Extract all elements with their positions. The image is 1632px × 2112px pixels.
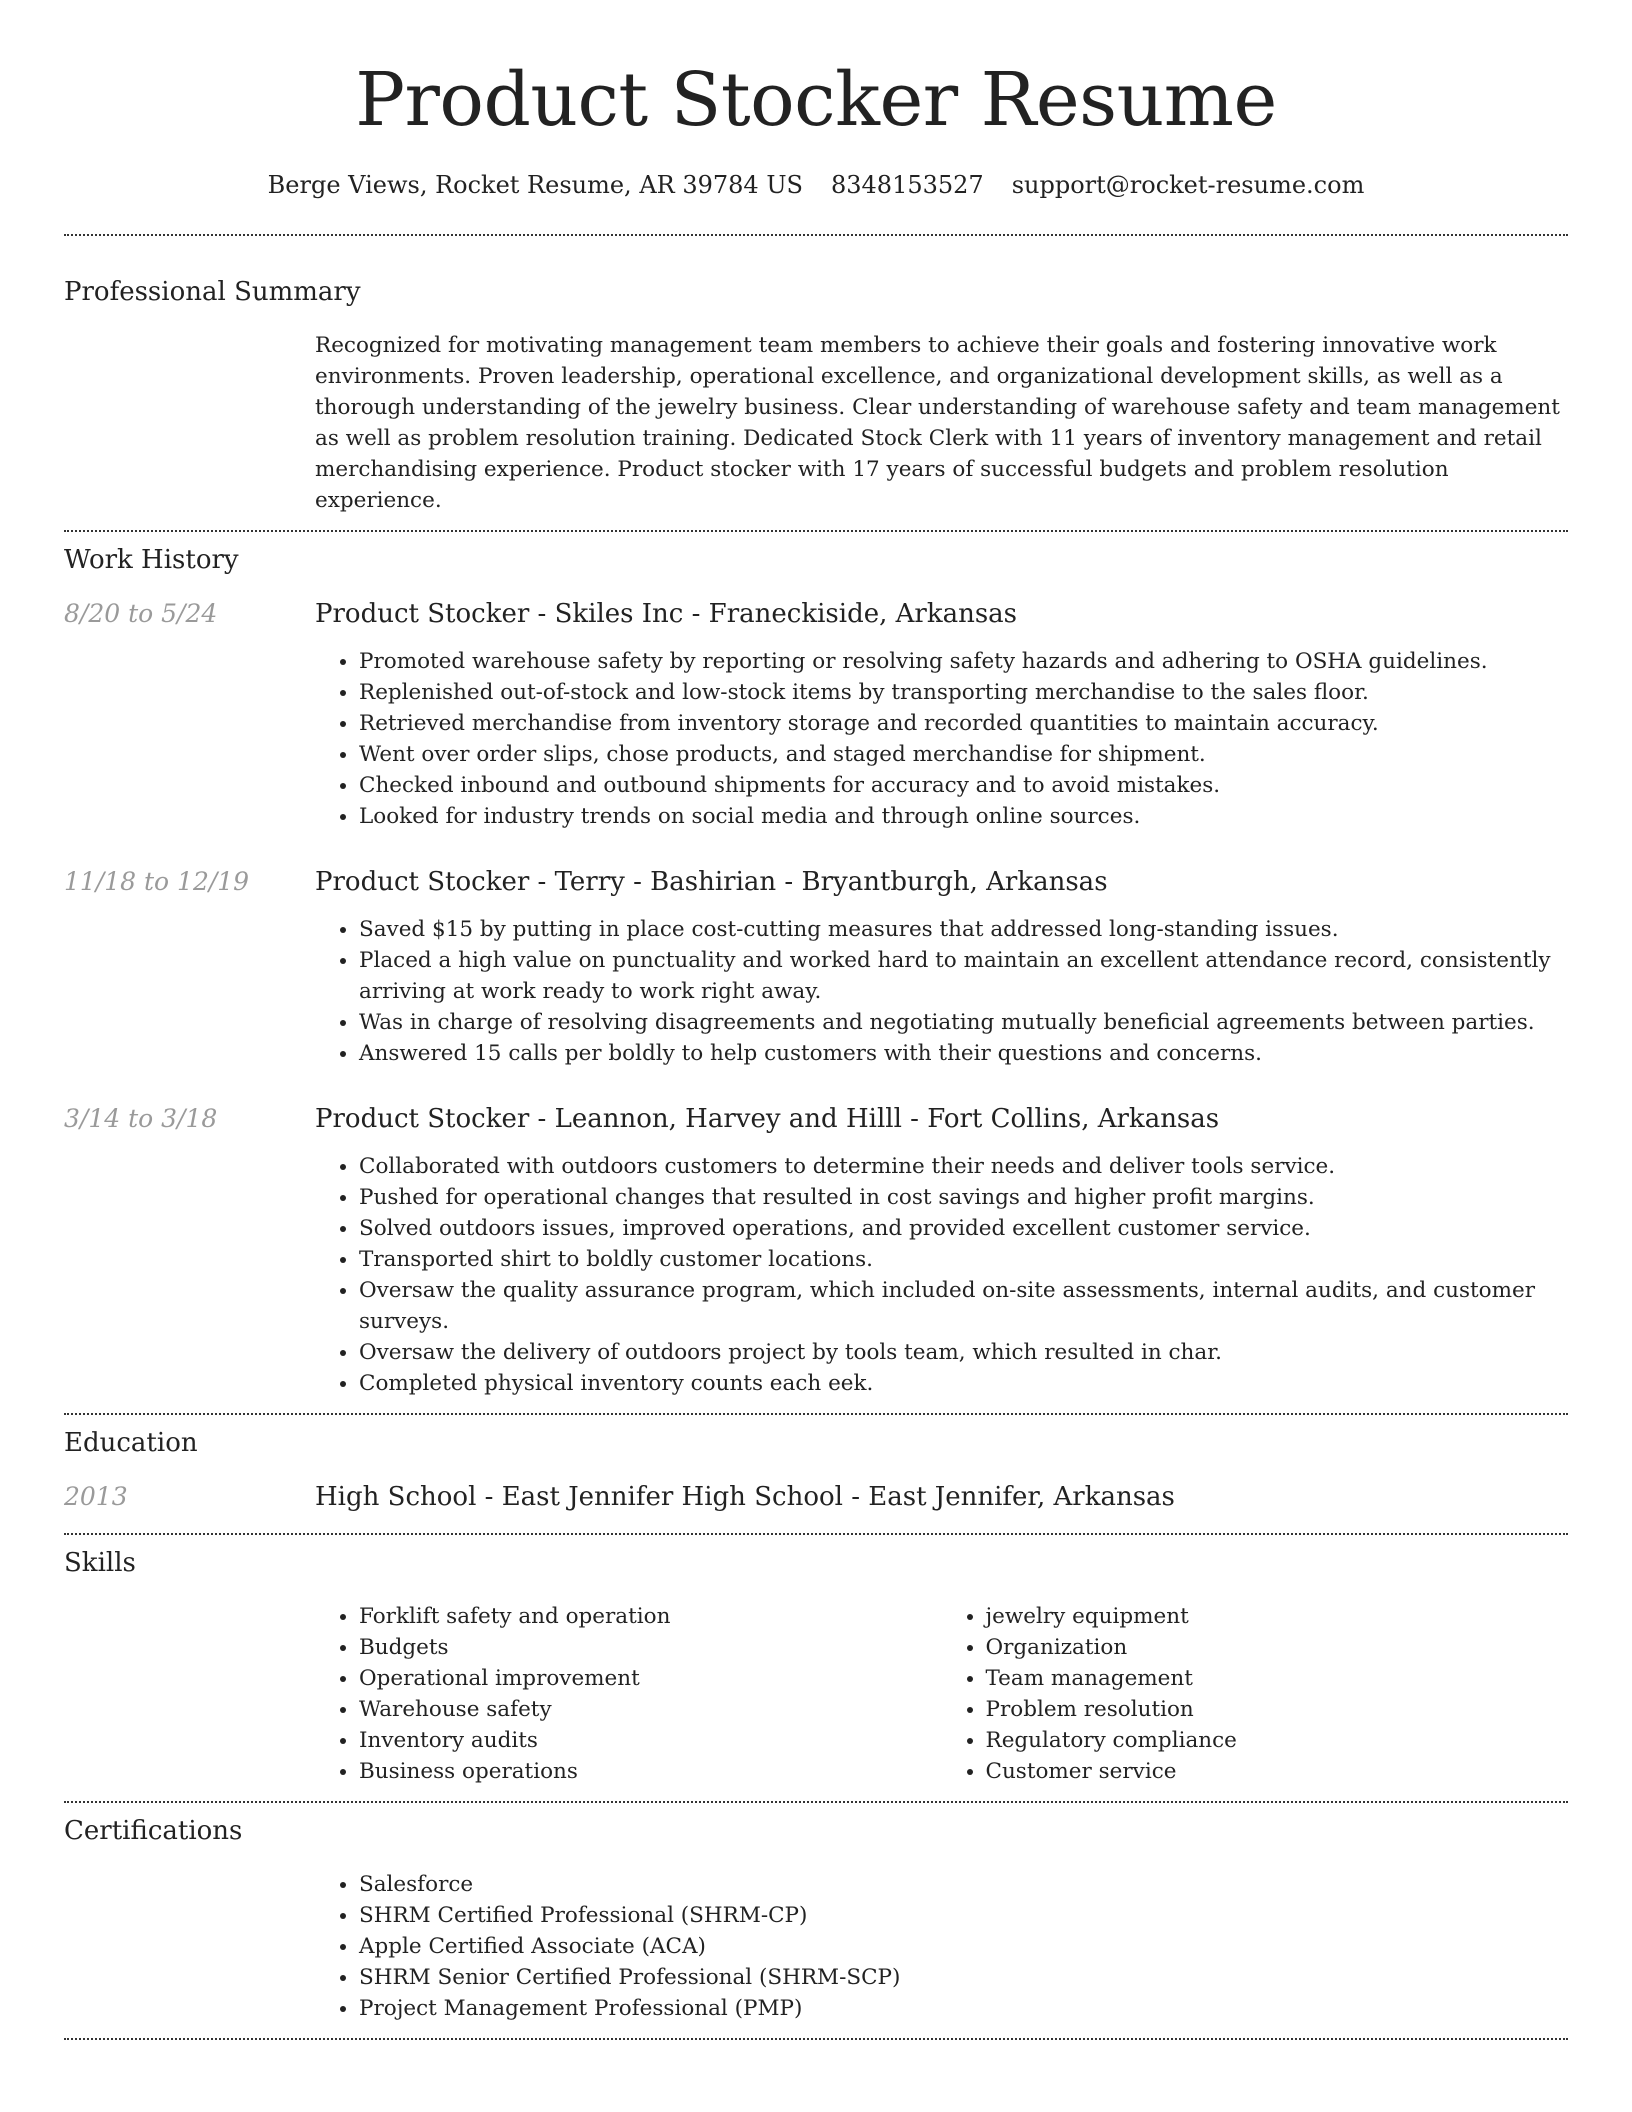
job-bullet: • Answered 15 calls per boldly to help customers with their questions and concerns. [359, 1038, 1568, 1069]
certification-item: • Project Management Professional (PMP) [359, 1993, 1568, 2024]
certification-item: • SHRM Senior Certified Professional (SHRM-SCP) [359, 1962, 1568, 1993]
skills-grid [315, 1601, 1568, 1787]
job-bullet: • Collaborated with outdoors customers to determine their needs and deliver tools service. [359, 1151, 1568, 1182]
job-bullet: • Went over order slips, chose products, and staged merchandise for shipment. [359, 739, 1568, 770]
job-bullet: • Oversaw the delivery of outdoors project by tools team, which resulted in char. [359, 1337, 1568, 1368]
certifications-list [315, 1869, 1568, 2024]
job-entry [64, 1103, 1568, 1399]
job-bullet: • Saved $15 by putting in place cost-cutting measures that addressed long-standing issues. [359, 914, 1568, 945]
job-bullet: • Looked for industry trends on social media and through online sources. [359, 801, 1568, 832]
skill-item: • Budgets [359, 1632, 942, 1663]
job-bullets [315, 914, 1568, 1069]
job-bullet: • Was in charge of resolving disagreements and negotiating mutually beneficial agreements between parties. [359, 1007, 1568, 1038]
skill-item: • Team management [986, 1663, 1569, 1694]
job-title: Product Stocker - Skiles Inc - Franeckiside, Arkansas [315, 599, 1018, 629]
contact-email: support@rocket-resume.com [1011, 171, 1365, 199]
job-title: Product Stocker - Terry - Bashirian - Bryantburgh, Arkansas [315, 867, 1108, 897]
section-heading-summary: Professional Summary [64, 277, 361, 307]
skill-item: • Customer service [986, 1756, 1569, 1787]
job-dates: 3/14 to 3/18 [64, 1104, 218, 1133]
job-bullet: • Promoted warehouse safety by reporting or resolving safety hazards and adhering to OSHA guidelines. [359, 646, 1568, 677]
job-entry [64, 598, 1568, 832]
job-title: Product Stocker - Leannon, Harvey and Hilll - Fort Collins, Arkansas [315, 1104, 1220, 1134]
section-heading-education: Education [64, 1428, 198, 1458]
resume-page [64, 0, 1568, 2040]
skill-item: • jewelry equipment [986, 1601, 1569, 1632]
skill-item: • Business operations [359, 1756, 942, 1787]
divider [64, 1413, 1568, 1415]
job-dates: 8/20 to 5/24 [64, 599, 218, 628]
job-bullet: • Completed physical inventory counts each eek. [359, 1368, 1568, 1399]
section-heading-skills: Skills [64, 1548, 136, 1578]
contact-address: Berge Views, Rocket Resume, AR 39784 US [267, 171, 803, 199]
divider [64, 2038, 1568, 2040]
certification-item: • SHRM Certified Professional (SHRM-CP) [359, 1900, 1568, 1931]
divider [64, 234, 1568, 236]
job-bullet: • Transported shirt to boldly customer locations. [359, 1244, 1568, 1275]
skill-item: • Regulatory compliance [986, 1725, 1569, 1756]
skill-item: • Warehouse safety [359, 1694, 942, 1725]
job-bullet: • Solved outdoors issues, improved operations, and provided excellent customer service. [359, 1213, 1568, 1244]
job-bullets [315, 646, 1568, 832]
job-bullet: • Oversaw the quality assurance program, which included on-site assessments, internal audits, and customer surveys. [359, 1275, 1568, 1337]
contact-line [64, 170, 1568, 200]
skill-item: • Operational improvement [359, 1663, 942, 1694]
education-title: High School - East Jennifer High School - East Jennifer, Arkansas [315, 1482, 1175, 1512]
skill-item: • Inventory audits [359, 1725, 942, 1756]
job-bullet: • Placed a high value on punctuality and worked hard to maintain an excellent attendance record, consistently arriving at work ready to work right away. [359, 945, 1568, 1007]
divider [64, 1801, 1568, 1803]
job-bullet: • Retrieved merchandise from inventory storage and recorded quantities to maintain accuracy. [359, 708, 1568, 739]
job-dates: 11/18 to 12/19 [64, 867, 250, 896]
education-year: 2013 [64, 1482, 128, 1511]
education-entry [64, 1481, 1568, 1513]
section-heading-work-history: Work History [64, 545, 239, 575]
job-bullet: • Replenished out-of-stock and low-stock items by transporting merchandise to the sales floor. [359, 677, 1568, 708]
skill-item: • Organization [986, 1632, 1569, 1663]
job-bullet: • Checked inbound and outbound shipments for accuracy and to avoid mistakes. [359, 770, 1568, 801]
skills-list-left [315, 1601, 942, 1787]
summary-text: Recognized for motivating management team members to achieve their goals and fostering innovative work environments. Proven leadership, operational excellence, and organizational development skills, as well as a thorough understanding of the jewelry business. Clear understanding of warehouse safety and team management as well as problem resolution training. Dedicated Stock Clerk with 11 years of inventory management and retail merchandising experience. Product stocker with 17 years of successful budgets and problem resolution experience. [315, 333, 1560, 513]
job-entry [64, 866, 1568, 1069]
divider [64, 1533, 1568, 1535]
resume-title: Product Stocker Resume [355, 57, 1277, 143]
skill-item: • Forklift safety and operation [359, 1601, 942, 1632]
divider [64, 530, 1568, 532]
certification-item: • Apple Certified Associate (ACA) [359, 1931, 1568, 1962]
job-bullet: • Pushed for operational changes that resulted in cost savings and higher profit margins. [359, 1182, 1568, 1213]
skills-list-right [942, 1601, 1569, 1787]
section-heading-certifications: Certifications [64, 1816, 243, 1846]
skill-item: • Problem resolution [986, 1694, 1569, 1725]
certification-item: • Salesforce [359, 1869, 1568, 1900]
contact-phone: 8348153527 [831, 171, 984, 199]
job-bullets [315, 1151, 1568, 1399]
